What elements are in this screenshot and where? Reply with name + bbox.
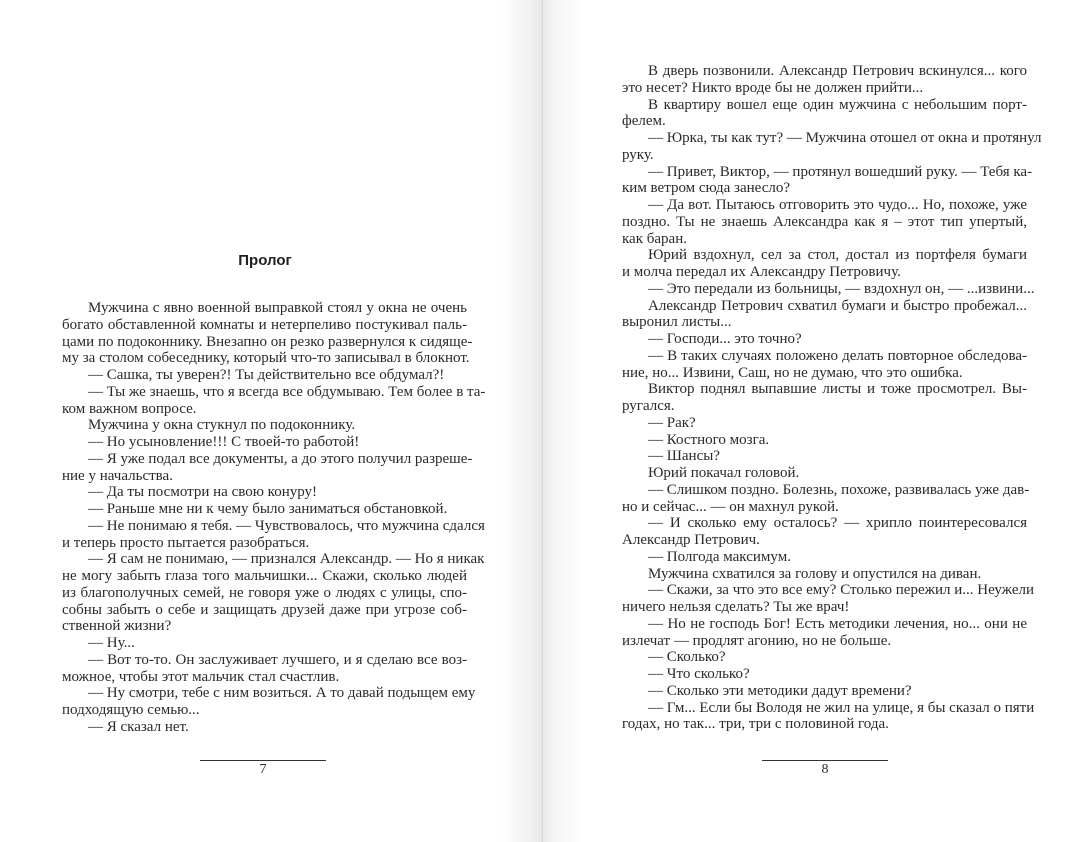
text-line: — Что сколько? [648, 666, 750, 682]
paragraph [622, 348, 1027, 382]
text-line: — Сколько? [648, 649, 726, 666]
paragraph [622, 616, 1027, 650]
text-line: му за столом собеседнику, который что-то записывал в блокнот. [62, 350, 470, 367]
left-page [0, 0, 543, 842]
paragraph [622, 197, 1027, 247]
paragraph [622, 331, 1027, 348]
text-line: — Да ты посмотри на свою конуру! [88, 484, 318, 501]
text-line: можное, чтобы этот мальчик стал счастлив. [62, 668, 340, 685]
paragraph [622, 566, 1027, 583]
text-line: — В таких случаях положено делать повторное обследова- [648, 347, 1027, 364]
text-line: — И сколько ему осталось? — хрипло поинтересовался [648, 515, 1027, 532]
text-line: это несет? Никто вроде бы не должен прийти... [622, 79, 924, 96]
text-line: — Рак? [648, 414, 696, 431]
paragraph [62, 685, 476, 719]
paragraph [62, 501, 467, 518]
text-line: из благополучных семей, не говоря уже о людях с улицы, спо- [62, 584, 467, 601]
text-line: богато обставленной комнаты и нетерпеливо постукивал паль- [62, 316, 467, 333]
text-line: — Сколько эти методики дадут времени? [648, 682, 912, 699]
paragraph [62, 367, 467, 384]
text-line: годах, но так... три, три с половиной года. [622, 716, 889, 733]
text-line: фелем. [622, 113, 666, 130]
page-number-rule [200, 760, 326, 761]
paragraph [622, 163, 1033, 198]
text-line: но и сейчас... — он махнул рукой. [622, 498, 839, 515]
text-line: — Ну смотри, тебе с ним возиться. А то давай подыщем ему [88, 685, 476, 702]
text-line: — Слишком поздно. Болезнь, похоже, развивалась уже дав- [648, 481, 1030, 498]
paragraph [622, 683, 1027, 700]
text-line: — Но не господь Бог! Есть методики лечения, но... они не [648, 615, 1027, 632]
paragraph [62, 383, 486, 418]
text-line: — Не понимаю я тебя. — Чувствовалось, что мужчина сдался [88, 517, 485, 534]
text-line: как баран. [622, 230, 687, 247]
text-line: ничего нельзя сделать? Ты же врач! [622, 599, 850, 615]
text-line: — Вот то-то. Он заслуживает лучшего, и я сделаю все воз- [88, 651, 467, 668]
paragraph [622, 130, 1042, 164]
text-line: излечат — продлят агонию, но не больше. [622, 632, 892, 649]
right-page-text [622, 63, 1042, 733]
text-line: Виктор поднял выпавшие листы и тоже просмотрел. Вы- [648, 381, 1027, 398]
paragraph [62, 300, 473, 367]
text-line: — Раньше мне ни к чему было заниматься обстановкой. [88, 501, 448, 517]
text-line: ком важном вопросе. [62, 400, 197, 417]
text-line: — Это передали из больницы, — вздохнул он, — ...извини... [648, 280, 1035, 297]
text-line: поздно. Ты не знаешь Александра как я – этот тип упертый, [622, 213, 1027, 230]
paragraph [622, 699, 1035, 734]
text-line: В квартиру вошел еще один мужчина с небольшим порт- [648, 96, 1027, 113]
text-line: ственной жизни? [62, 618, 172, 635]
text-line: — Господи... это точно? [648, 331, 802, 347]
text-line: ние, но... Извини, Саш, но не думаю, что это ошибка. [622, 364, 963, 381]
text-line: подходящую семью... [62, 702, 200, 718]
text-line: В дверь позвонили. Александр Петрович вскинулся... кого [648, 63, 1027, 79]
text-line: Александр Петрович схватил бумаги и быстро пробежал... [648, 297, 1027, 314]
paragraph [622, 582, 1035, 616]
text-line: Юрий покачал головой. [648, 465, 800, 481]
book-gutter [542, 0, 543, 842]
text-line: ким ветром сюда занесло? [622, 180, 790, 197]
text-line: — Костного мозга. [648, 431, 770, 448]
text-line: — Сашка, ты уверен?! Ты действительно все обдумал?! [88, 367, 445, 383]
chapter-title: Пролог [238, 252, 292, 269]
text-line: — Гм... Если бы Володя не жил на улице, я бы сказал о пяти [648, 699, 1035, 716]
left-page-text [62, 300, 486, 736]
paragraph [622, 465, 1027, 482]
text-line: Мужчина схватился за голову и опустился на диван. [648, 565, 982, 582]
paragraph [62, 517, 485, 552]
text-line: собны забыть о себе и защищать друзей даже при угрозе соб- [62, 601, 467, 618]
text-line: выронил листы... [622, 314, 732, 331]
text-line: руку. [622, 146, 654, 163]
paragraph [62, 551, 485, 635]
paragraph [62, 652, 467, 686]
text-line: Мужчина с явно военной выправкой стоял у окна не очень [88, 300, 467, 316]
paragraph [62, 635, 467, 652]
text-line: Мужчина у окна стукнул по подоконнику. [88, 417, 356, 434]
paragraph [622, 515, 1027, 549]
text-line: — Я сказал нет. [88, 718, 189, 735]
text-line: — Да вот. Пытаюсь отговорить это чудо... Но, похоже, уже [648, 197, 1027, 213]
page-number: 8 [821, 762, 829, 777]
text-line: — Ну... [88, 635, 135, 651]
page-number: 7 [259, 762, 267, 777]
paragraph [622, 415, 1027, 432]
text-line: цами по подоконнику. Внезапно он резко развернулся к сидяще- [62, 333, 473, 350]
paragraph [622, 247, 1027, 281]
text-line: Юрий вздохнул, сел за стол, достал из портфеля бумаги [648, 247, 1027, 264]
text-line: и теперь просто пытается разобраться. [62, 534, 310, 551]
text-line: не могу забыть глаза того мальчишки... Скажи, сколько людей [62, 568, 467, 584]
text-line: и молча передал их Александру Петровичу. [622, 264, 901, 280]
paragraph [622, 481, 1030, 516]
paragraph [622, 549, 1027, 566]
paragraph [62, 484, 467, 501]
paragraph [622, 381, 1027, 415]
paragraph [622, 666, 1027, 683]
paragraph [622, 97, 1027, 131]
paragraph [622, 298, 1027, 332]
paragraph [62, 417, 467, 434]
text-line: — Я сам не понимаю, — признался Александр. — Но я никак [88, 551, 485, 568]
text-line: Александр Петрович. [622, 532, 760, 548]
text-line: — Но усыновление!!! С твоей-то работой! [88, 434, 360, 450]
paragraph [622, 280, 1035, 298]
paragraph [62, 434, 467, 451]
paragraph [622, 448, 1027, 465]
text-line: — Полгода максимум. [648, 548, 791, 565]
paragraph [622, 432, 1027, 449]
page-number-rule [762, 760, 888, 761]
text-line: — Юрка, ты как тут? — Мужчина отошел от окна и протянул [648, 130, 1042, 146]
text-line: — Скажи, за что это все ему? Столько пережил и... Неужели [648, 582, 1035, 599]
text-line: — Привет, Виктор, — протянул вошедший руку. — Тебя ка- [648, 163, 1033, 180]
paragraph [62, 450, 473, 485]
text-line: — Ты же знаешь, что я всегда все обдумываю. Тем более в та- [88, 383, 486, 400]
right-page [543, 0, 1090, 842]
text-line: ние у начальства. [62, 467, 173, 484]
text-line: ругался. [622, 398, 675, 414]
text-line: — Я уже подал все документы, а до этого получил разреше- [88, 450, 473, 467]
paragraph [622, 63, 1027, 97]
text-line: — Шансы? [648, 448, 720, 465]
paragraph [622, 649, 1027, 666]
paragraph [62, 719, 467, 736]
